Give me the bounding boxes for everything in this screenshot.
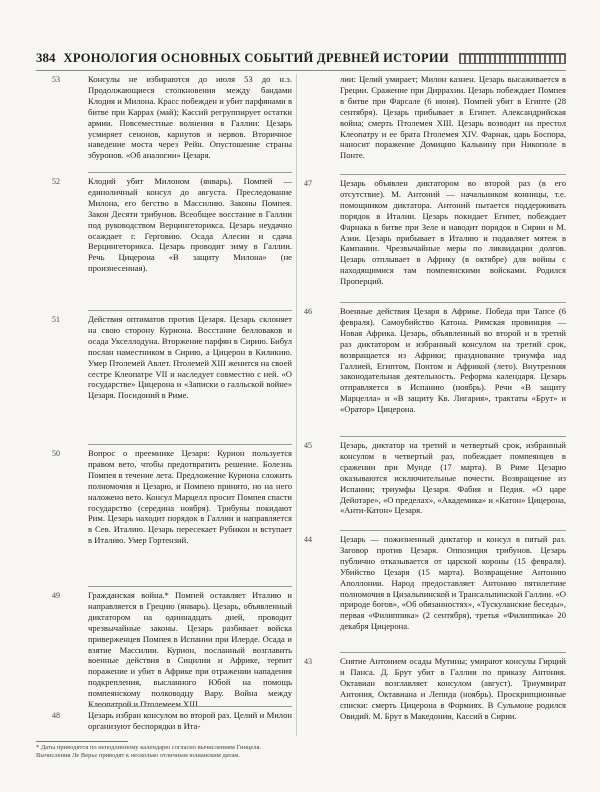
chronology-entry (304, 306, 566, 415)
entry-text: Гражданская война.* Помпей оставляет Италию и направляется в Грецию (январь). Цезарь, объявленный диктатором на одиннадцать дней, проводит чрезвычайные законы. Цезарь разбивает войска приверженцев Помпея в Испании при Илерде. Осада и взятие Массилии. Курион, посланный возглавить военные действия в Сицилии и Африке, терпит поражение и убит в Африке при отражении нападения подкрепления, высланного Юбой на помощь помпеянскому полководцу Вару. Война между Клеопатрой и Птолемеем XIII. (88, 590, 292, 710)
chronology-entry (52, 314, 292, 401)
entry-year: 43 (304, 657, 312, 666)
entry-year: 53 (52, 75, 60, 84)
entry-year: 49 (52, 591, 60, 600)
entry-text: Действия оптиматов против Цезаря. Цезарь склоняет на свою сторону Куриона. Восстание белловаков и осада Укселлодуна. Вторжение парфян в Сирию. Бибул послан наместником в Сирию, а Цицерон в Киликию. Умер Птолемей Авлет. Птолемей XIII женится на своей сестре Клеопатре VII и наследует совместно с ней. «О государстве» Цицерона и «Записки о галльской войне» Цезаря. Посидоний в Риме. (88, 314, 292, 401)
continued-text: лии: Целий умирает; Милон казнен. Цезарь высаживается в Греции. Сражение при Диррахии. Цезарь побеждает Помпея в битве при Фарсале (6 июня). Помпей убит в Египте (28 сентября). Цезарь прибывает в Египет. Александрийская война; смерть Птолемея XIII. Цезарь возводит на престол Клеопатру и ее брата Птолемея XIV. Фарнак, царь Боспора, наносит поражение Домицию Кальвину при Никополе в Понте. (340, 74, 566, 161)
entry-text: Снятие Антонием осады Мутины; умирают консулы Гирций и Панса. Д. Брут убит в Галлии по приказу Антония. Октавиан возглавляет консулом (август). Триумвират Антония, Октавиана и Лепида (ноябрь). Проскрипционные списки: смерть Цицерона в Формиях. В Сульмоне родился Овидий. М. Брут в Македонии, Кассий в Сирии. (340, 656, 566, 721)
chronology-entry (304, 534, 566, 632)
entry-separator (340, 302, 566, 303)
chronology-entry (52, 448, 292, 546)
entry-separator (88, 310, 292, 311)
entry-separator (340, 436, 566, 437)
running-title: ХРОНОЛОГИЯ ОСНОВНЫХ СОБЫТИЙ ДРЕВНЕЙ ИСТОРИИ (63, 50, 449, 65)
entry-year: 44 (304, 535, 312, 544)
chronology-entry (52, 74, 292, 161)
entry-text: Цезарь избран консулом во второй раз. Целий и Милон организуют беспорядки в Ита- (88, 710, 292, 731)
entry-year: 51 (52, 315, 60, 324)
entry-separator (88, 706, 292, 707)
entry-year: 48 (52, 711, 60, 720)
entry-separator (88, 444, 292, 445)
entry-separator (88, 172, 292, 173)
running-header (36, 50, 566, 66)
chronology-entry (52, 710, 292, 732)
entry-separator (88, 586, 292, 587)
chronology-entry (304, 178, 566, 287)
entry-separator (340, 652, 566, 653)
page-number: 384 (36, 50, 56, 65)
chronology-entry (304, 656, 566, 721)
entry-year: 52 (52, 177, 60, 186)
entry-separator (340, 174, 566, 175)
entry-year: 45 (304, 441, 312, 450)
entry-year: 47 (304, 179, 312, 188)
chronology-entry (304, 440, 566, 516)
footnote: * Даты приводятся по неподлинному календарю согласно вычислениям Гинцеля. Вычисления Ле Верье приводят к несколько отличным юлианским датам. (36, 744, 262, 760)
entry-year: 50 (52, 449, 60, 458)
entry-year: 46 (304, 307, 312, 316)
footnote-rule (36, 741, 128, 742)
entry-text: Цезарь — пожизненный диктатор и консул в пятый раз. Заговор против Цезаря. Оппозиция трибунов. Цезарь публично отказывается от царской короны (15 февраля). Убийство Цезаря (15 марта). Возвращение Антонию Аполлонии. Народ предоставляет Антонию пятилетние полномочия в Цизальпинской и Трансальпинской Галлии. «О природе богов», «Об обязанностях», «Тускуланские беседы», первая «Филиппика» (2 сентября), третья «Филиппика» 20 декабря Цицерона. (340, 534, 566, 632)
entry-text: Цезарь, диктатор на третий и четвертый срок, избранный консулом в четвертый раз, побеждает помпеянцев в сражении при Мунде (17 марта). В Риме Цезарю оказываются исключительные почести. Возвращение из Испании; триумфы Цезаря. Фабия и Педия. «О царе Дейотаре», «О пределах», «Академика» и «Катон» Цицерона, «Анти-Катон» Цезаря. (340, 440, 566, 516)
entry-text: Клодий убит Милоном (январь). Помпей — единоличный консул до августа. Преследование Милона, его бегство в Массилию. Законы Помпея. Закон Десяти трибунов. Всеобщее восстание в Галлии под руководством Верцингеторикса. Цезарь неудачно осаждает г. Герговию. Осада Алесии и сдача Верцингеторикса. Цезарь проводит зиму в Галлии. Речь Цицерона «В защиту Милона» (не произнесенная). (88, 176, 292, 274)
entry-separator (340, 530, 566, 531)
column-divider (296, 74, 297, 736)
header-ornament (459, 53, 566, 64)
entry-text: Вопрос о преемнике Цезаря: Курион пользуется правом вето, чтобы предотвратить решение. Болезнь Помпея в течение лета. Предложение Куриона сложить полномочия и Цезарю, и Помпею принято, но на него наложено вето. Консул Марцелл просит Помпея спасти государство (середина ноября). Трибуны покидают Рим. Цезарь находит порядок в Галлии и направляется в Сев. Италию. Цезарь пересекает Рубикон и вступает в Италию. Умер Гортензий. (88, 448, 292, 546)
entry-text: Военные действия Цезаря в Африке. Победа при Тапсе (6 февраля). Самоубийство Катона. Римская провинция — Новая Африка. Цезарь, объявленный во второй и в третий раз диктатором и избранный консулом на третий срок, возвращается из Африки; празднование триумфа над Галлией, Египтом, Понтом и Африкой (лето). Внутренняя законодательная деятельность. Реформа календаря. Цезарь отправляется в Испанию (ноябрь). Речи «В защиту Марцелла» и «В защиту Кв. Лигария», трактаты «Брут» и «Оратор» Цицерона. (340, 306, 566, 415)
chronology-entry (52, 590, 292, 710)
entry-text: Цезарь объявлен диктатором во второй раз (в его отсутствие). М. Антоний — начальником конницы, т.е. помощником диктатора. Антоний пытается поддерживать порядок в Италии. Цезарь покидает Египет, побеждает Фарнака в битве при Зеле и наводит порядок в Сирии и М. Азии. Цезарь прибывает в Италию и подавляет мятеж в Кампании. Чрезвычайные меры по ликвидации долгов. Цезарь отплывает в Африку (в октябре) для войны с находящимися там помпеянскими войсками. Родился Проперций. (340, 178, 566, 287)
chronology-entry (52, 176, 292, 274)
header-rule (36, 70, 566, 71)
entry-text: Консулы не избираются до июля 53 до н.э. Продолжающиеся столкновения между бандами Клодия и Милона. Красс побежден и убит парфянами в битве при Каррах (май); Кассий регруппирует остатки армии. Повсеместные волнения в Галлии: Цезарь усмиряет сенонов, карнутов и нервов. Вторичное наведение моста через Рейн. Опустошение страны эбуронов. «Об аналогии» Цезаря. (88, 74, 292, 161)
